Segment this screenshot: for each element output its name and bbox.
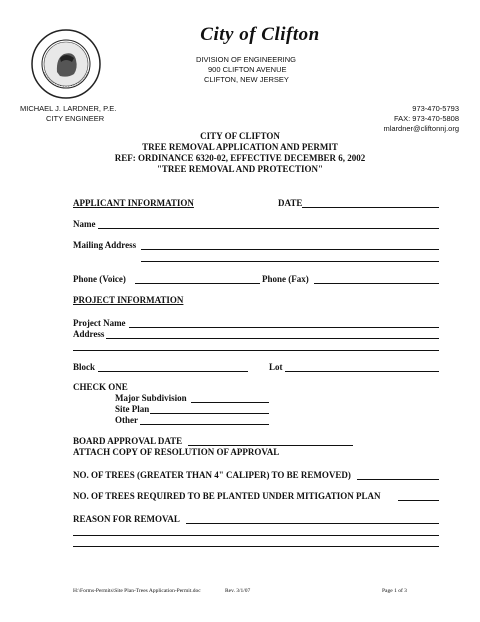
phone-voice-field[interactable]	[135, 283, 260, 284]
name-label: Name	[73, 219, 96, 229]
phone-fax-field[interactable]	[314, 283, 439, 284]
applicant-info-heading: APPLICANT INFORMATION	[73, 198, 194, 208]
trees-planted-label: NO. OF TREES REQUIRED TO BE PLANTED UNDER MITIGATION PLAN	[73, 491, 381, 501]
name-field[interactable]	[98, 228, 439, 229]
project-name-label: Project Name	[73, 318, 126, 328]
engineer-fax: FAX: 973-470-5808	[393, 114, 459, 123]
lot-label: Lot	[269, 362, 283, 372]
footer-revision: Rev. 3/1/07	[225, 588, 251, 594]
doc-title-line3: REF: ORDINANCE 6320-02, EFFECTIVE DECEMBER 6, 2002	[114, 153, 366, 163]
footer-file-path: H:\Forms-Permits\Site Plan-Trees Application-Permit.doc	[73, 588, 201, 594]
project-name-field[interactable]	[129, 327, 439, 328]
engineer-phone: 973-470-5793	[412, 104, 459, 113]
trees-removed-label: NO. OF TREES (GREATER THAN 4" CALIPER) TO BE REMOVED)	[73, 470, 351, 480]
address-field-line2[interactable]	[73, 350, 439, 351]
address-field[interactable]	[106, 338, 439, 339]
block-label: Block	[73, 362, 96, 372]
engineer-title: CITY ENGINEER	[46, 114, 105, 123]
lot-field[interactable]	[285, 371, 439, 372]
mailing-address-label: Mailing Address	[73, 240, 137, 250]
project-info-heading: PROJECT INFORMATION	[73, 295, 184, 305]
division-name: DIVISION OF ENGINEERING	[196, 55, 297, 64]
site-plan-label: Site Plan	[115, 404, 150, 414]
major-subdivision-label: Major Subdivision	[115, 393, 187, 403]
mailing-address-field[interactable]	[141, 249, 439, 250]
board-approval-date-label: BOARD APPROVAL DATE	[73, 436, 183, 446]
footer-page-number: Page 1 of 3	[382, 588, 407, 594]
other-label: Other	[115, 415, 138, 425]
city-title: City of Clifton	[200, 24, 320, 45]
other-field[interactable]	[140, 424, 269, 425]
site-plan-field[interactable]	[150, 413, 269, 414]
block-field[interactable]	[98, 371, 248, 372]
attach-copy-instruction: ATTACH COPY OF RESOLUTION OF APPROVAL	[73, 447, 280, 457]
division-address-line2: CLIFTON, NEW JERSEY	[204, 75, 289, 84]
engineer-name: MICHAEL J. LARDNER, P.E.	[20, 104, 117, 113]
check-one-label: CHECK ONE	[73, 382, 128, 392]
date-field[interactable]	[302, 207, 439, 208]
reason-field-line3[interactable]	[73, 546, 439, 547]
doc-title-line4: "TREE REMOVAL AND PROTECTION"	[156, 164, 324, 174]
phone-voice-label: Phone (Voice)	[73, 274, 126, 284]
date-label: DATE	[278, 198, 303, 208]
mailing-address-field-line2[interactable]	[141, 261, 439, 262]
doc-title-line1: CITY OF CLIFTON	[200, 131, 280, 141]
major-subdivision-field[interactable]	[191, 402, 269, 403]
address-label: Address	[73, 329, 105, 339]
doc-title-line2: TREE REMOVAL APPLICATION AND PERMIT	[142, 142, 338, 152]
phone-fax-label: Phone (Fax)	[262, 274, 309, 284]
division-address-line1: 900 CLIFTON AVENUE	[208, 65, 287, 74]
reason-field[interactable]	[186, 523, 439, 524]
trees-removed-field[interactable]	[357, 479, 439, 480]
engineer-email: mlardner@cliftonnj.org	[383, 124, 459, 133]
trees-planted-field[interactable]	[398, 500, 439, 501]
reason-field-line2[interactable]	[73, 535, 439, 536]
reason-label: REASON FOR REMOVAL	[73, 514, 180, 524]
board-approval-date-field[interactable]	[188, 445, 353, 446]
